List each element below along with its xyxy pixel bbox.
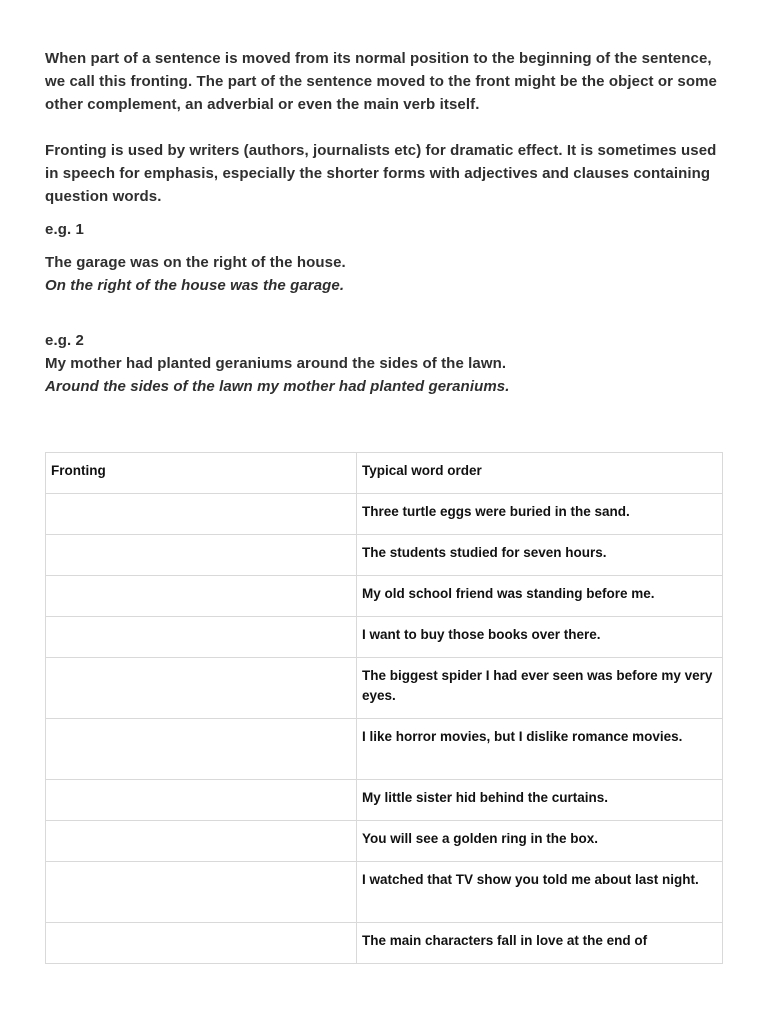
- fronting-answer-cell[interactable]: [46, 494, 357, 535]
- table-row: [46, 617, 723, 658]
- table-row: [46, 780, 723, 821]
- typical-sentence-cell: The students studied for seven hours.: [357, 535, 723, 576]
- exercise-table: [45, 452, 723, 964]
- typical-sentence-cell: The biggest spider I had ever seen was before my very eyes.: [357, 658, 723, 719]
- fronting-answer-cell[interactable]: [46, 658, 357, 719]
- fronting-answer-cell[interactable]: [46, 821, 357, 862]
- fronting-answer-cell[interactable]: [46, 719, 357, 780]
- example-1-fronted-sentence: On the right of the house was the garage.: [45, 277, 345, 294]
- fronting-answer-cell[interactable]: [46, 780, 357, 821]
- table-row: [46, 658, 723, 719]
- example-2-label: e.g. 2: [45, 332, 84, 349]
- typical-sentence-cell: My old school friend was standing before me.: [357, 576, 723, 617]
- fronting-answer-cell[interactable]: [46, 576, 357, 617]
- table-row: [46, 535, 723, 576]
- table-row: [46, 719, 723, 780]
- fronting-answer-cell[interactable]: [46, 535, 357, 576]
- example-2-normal-sentence: My mother had planted geraniums around the sides of the lawn.: [45, 355, 507, 372]
- example-2-fronted-sentence: Around the sides of the lawn my mother had planted geraniums.: [45, 378, 510, 395]
- table-row: [46, 923, 723, 964]
- typical-sentence-cell: I want to buy those books over there.: [357, 617, 723, 658]
- fronting-answer-cell[interactable]: [46, 923, 357, 964]
- header-typical-word-order: Typical word order: [357, 453, 723, 494]
- table-row: [46, 494, 723, 535]
- typical-sentence-cell: The main characters fall in love at the end of: [357, 923, 723, 964]
- typical-sentence-cell: I like horror movies, but I dislike romance movies.: [357, 719, 723, 780]
- table-row: [46, 576, 723, 617]
- table-row: [46, 821, 723, 862]
- table-header-row: [46, 453, 723, 494]
- typical-sentence-cell: Three turtle eggs were buried in the sand.: [357, 494, 723, 535]
- typical-sentence-cell: My little sister hid behind the curtains.: [357, 780, 723, 821]
- typical-sentence-cell: You will see a golden ring in the box.: [357, 821, 723, 862]
- example-1-label: e.g. 1: [45, 221, 84, 238]
- table-row: [46, 862, 723, 923]
- typical-sentence-cell: I watched that TV show you told me about last night.: [357, 862, 723, 923]
- example-2: [45, 329, 725, 398]
- intro-paragraph-1: When part of a sentence is moved from its normal position to the beginning of the sentence, we call this fronting. The part of the sentence moved to the front might be the object or some other complement, an adverbial or even the main verb itself.: [45, 50, 717, 113]
- fronting-answer-cell[interactable]: [46, 617, 357, 658]
- example-1-normal-sentence: The garage was on the right of the house.: [45, 254, 346, 271]
- intro-paragraph-2: Fronting is used by writers (authors, journalists etc) for dramatic effect. It is sometimes used in speech for emphasis, especially the shorter forms with adjectives and clauses containing question words.: [45, 142, 717, 205]
- document-page: [45, 47, 725, 398]
- header-fronting: Fronting: [46, 453, 357, 494]
- example-1: [45, 251, 725, 297]
- fronting-answer-cell[interactable]: [46, 862, 357, 923]
